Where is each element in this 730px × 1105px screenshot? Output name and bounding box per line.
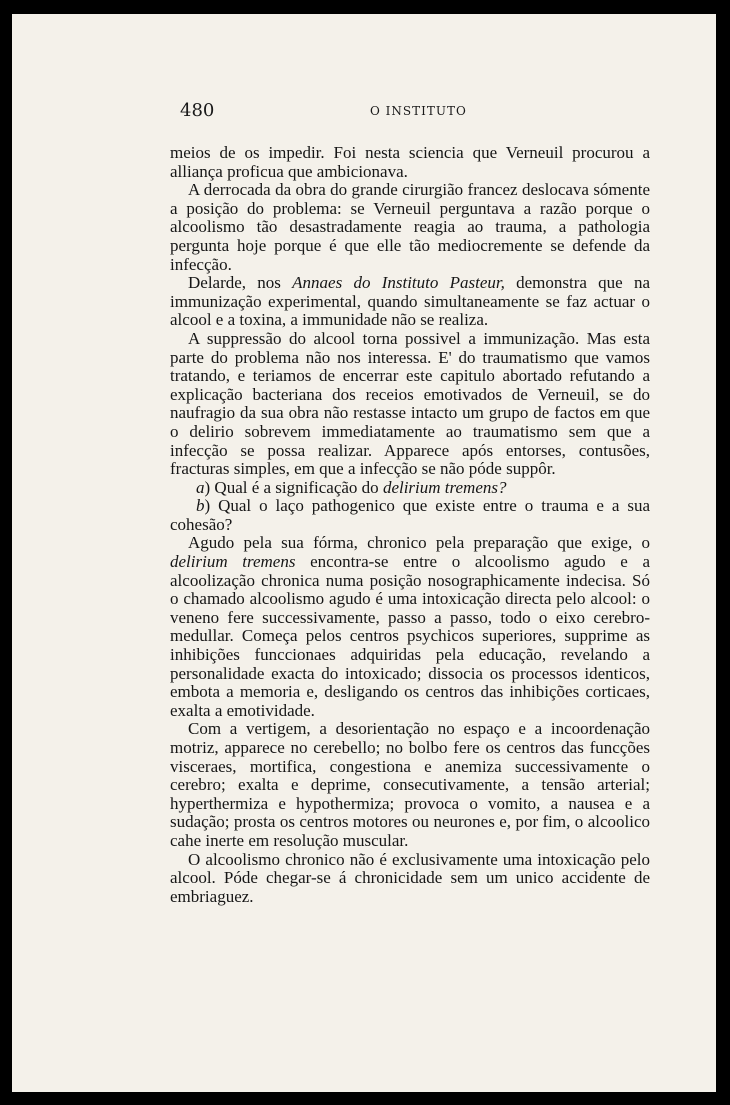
paragraph	[170, 720, 650, 850]
body-text	[170, 144, 650, 906]
paragraph	[170, 534, 650, 720]
scanned-page	[12, 14, 716, 1092]
text-run: A suppressão do alcool torna possivel a immunização. Mas esta parte do problema não nos interessa. E' do traumatismo que vamos tratando, e teriamos de encerrar este capitulo abortado refutando a explicação bacteriana dos receios emotivados de Verneuil, se do naufragio da sua obra não restasse intacto um grupo de factos em que o delirio sobrevem immediatamente ao traumatismo sem que a infecção se possa realizar. Apparece após entorses, contusões, fracturas simples, em que a infecção se não póde suppôr.	[170, 328, 650, 479]
text-run: encontra-se entre o alcoolismo agudo e a alcoolização chronica numa posição nosographicamente indecisa. Só o chamado alcoolismo agudo é uma intoxicação directa pelo alcool: o veneno fere successivamente, passo a passo, todo o eixo cerebro-medullar. Começa pelos centros psychicos superiores, supprime as inhibições funccionaes adquiridas pela educação, revelando a personalidade exacta do intoxicado; dissocia os processos identicos, embota a memoria e, desligando os centros das inhibições corticaes, exalta a emotividade.	[170, 552, 650, 720]
text-run: Delarde, nos	[188, 273, 293, 293]
page-header	[180, 100, 650, 124]
text-run: A derrocada da obra do grande cirurgião francez deslocava sómente a posição do problema: se Verneuil perguntava a razão porque o alcoolismo tão desastradamente reagia ao trauma, a pathologia pergunta hoje porque é que elle tão mediocremente se defende da infecção.	[170, 180, 650, 274]
text-run: ) Qual é a significação do	[204, 477, 383, 497]
text-run: Agudo pela sua fórma, chronico pela preparação que exige, o	[188, 533, 650, 553]
paragraph	[170, 144, 650, 181]
paragraph	[170, 181, 650, 274]
paragraph	[170, 330, 650, 479]
italic-text: b	[196, 496, 205, 516]
list-item-paragraph	[170, 479, 650, 498]
text-run: meios de os impedir. Foi nesta sciencia que Verneuil procurou a alliança proficua que ambicionava.	[170, 143, 650, 181]
list-item-paragraph	[170, 497, 650, 534]
text-run: ) Qual o laço pathogenico que existe entre o trauma e a sua cohesão?	[170, 496, 650, 534]
running-title: O INSTITUTO	[370, 104, 467, 118]
text-run: demonstra que na immunização experimental, quando simultaneamente se faz actuar o alcool e a toxina, a immunidade não se realiza.	[170, 273, 650, 330]
italic-text: delirium tremens?	[382, 477, 507, 497]
paragraph	[170, 851, 650, 907]
italic-text: a	[196, 477, 205, 497]
italic-text: Annaes do Instituto Pasteur,	[292, 273, 505, 293]
italic-text: delirium tremens	[170, 552, 296, 572]
page-number: 480	[180, 100, 215, 121]
text-run: Com a vertigem, a desorientação no espaço e a incoordenação motriz, apparece no cerebello; no bolbo fere os centros das funcções visceraes, mortifica, congestiona e anemiza successivamente o cerebro; exalta e deprime, consecutivamente, a tensão arterial; hyperthermiza e hypothermiza; provoca o vomito, a nausea e a sudação; prosta os centros motores ou neurones e, por fim, o alcoolico cahe inerte em resolução muscular.	[170, 719, 650, 850]
text-run: O alcoolismo chronico não é exclusivamente uma intoxicação pelo alcool. Póde chegar-se á chronicidade sem um unico accidente de embriaguez.	[170, 849, 650, 906]
paragraph	[170, 274, 650, 330]
